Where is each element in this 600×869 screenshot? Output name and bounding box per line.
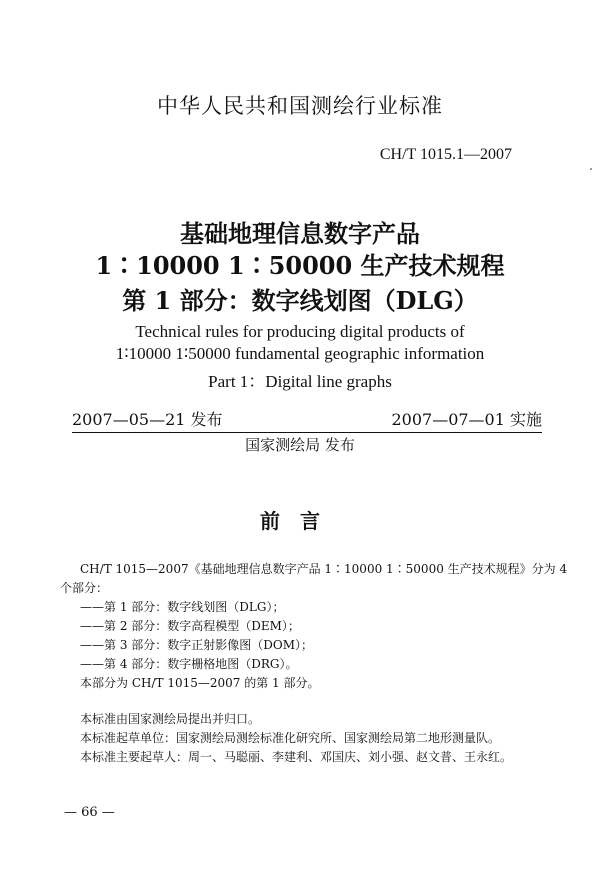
drafting-units: 本标准起草单位：国家测绘局测绘标准化研究所、国家测绘局第二地形测量队。 (80, 731, 501, 745)
document-title-line3: 第 1 部分：数字线划图（DLG） (122, 286, 478, 315)
industry-standard-heading: 中华人民共和国测绘行业标准 (157, 94, 443, 118)
document-title-line2: 1∶10000 1∶50000 生产技术规程 (95, 251, 505, 280)
page-number: — 66 — (64, 805, 115, 820)
publish-date: 2007—05—21 发布 (72, 410, 223, 429)
drafters: 本标准主要起草人：周一、马聪丽、李建利、邓国庆、刘小强、赵文普、王永红。 (80, 750, 513, 764)
preface-intro-line2: 个部分： (60, 581, 109, 595)
part-list-item: ——第 3 部分：数字正射影像图（DOM）； (80, 638, 314, 652)
preface-heading: 前言 (260, 509, 340, 533)
document-title-line1: 基础地理信息数字产品 (180, 219, 420, 248)
effective-date: 2007—07—01 实施 (391, 410, 542, 429)
english-title-line1: Technical rules for producing digital products of (135, 322, 465, 341)
part-list-item: ——第 2 部分：数字高程模型（DEM）； (80, 619, 300, 633)
date-bar (72, 408, 542, 433)
standard-number: CH/T 1015.1—2007 (379, 146, 512, 163)
english-title-line3: Part 1：Digital line graphs (208, 372, 392, 391)
english-title-line2: 1∶10000 1∶50000 fundamental geographic information (115, 344, 485, 363)
part-list-item: ——第 1 部分：数字线划图（DLG）； (80, 600, 285, 614)
preface-intro-line1: CH/T 1015—2007《基础地理信息数字产品 1∶10000 1∶50000 生产技术规程》分为 4 (80, 562, 568, 576)
scan-speck (590, 168, 592, 170)
issuer: 国家测绘局 发布 (245, 436, 355, 454)
proposed-by: 本标准由国家测绘局提出并归口。 (80, 712, 261, 726)
part-list-item: ——第 4 部分：数字栅格地图（DRG）。 (80, 657, 298, 671)
this-part-statement: 本部分为 CH/T 1015—2007 的第 1 部分。 (80, 676, 320, 690)
